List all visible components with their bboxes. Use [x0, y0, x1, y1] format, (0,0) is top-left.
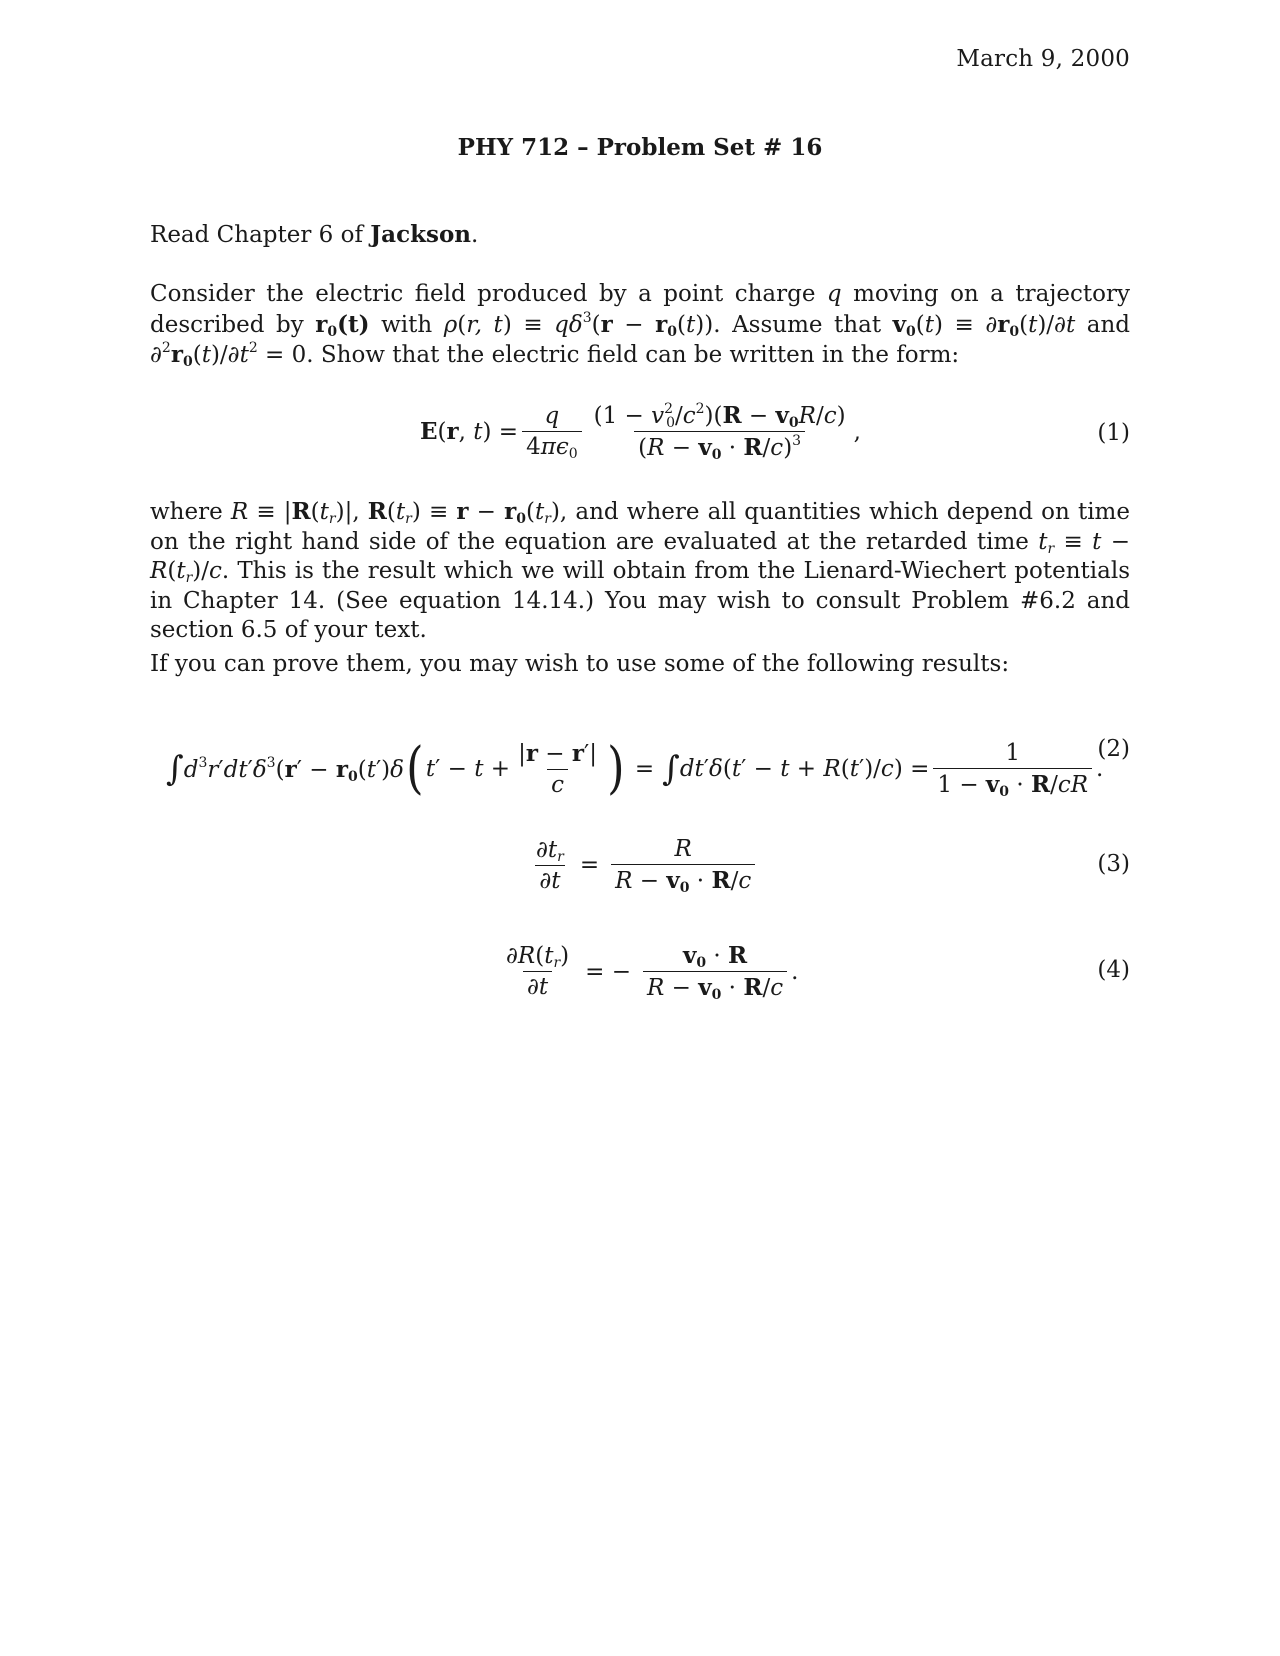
result-text: This is the result which we will obtain from the Lienard-Wiechert potentials in Chapter 14. (See equation 14.14.) You may wish to consult Problem #6.2 and section 6.5 of your text.: [150, 558, 1130, 644]
equation-3-lhs: $\frac{\partial t_r}{\partial t}$: [536, 836, 564, 894]
equation-1-label: (1): [1097, 420, 1130, 446]
equation-1: E(r, t) = $\frac{q}{4\pi\epsilon_0}$ $\frac{(1 - v^2_0/c^2)(R - v_0R/c)}{(R - v_0 \cdot R/c)^3}$ ,: [420, 401, 861, 463]
problem-assume: Assume that: [732, 311, 882, 338]
equation-4: $\frac{\partial R(t_r)}{\partial t}$ = − $\frac{v_0 \cdot R}{R - v_0 \cdot R/c}$ .: [498, 942, 798, 1001]
where-word: where: [150, 499, 223, 525]
equation-2-label: (2): [1097, 736, 1130, 762]
equation-1-main-fraction: $\frac{(1 - v^2_0/c^2)(R - v_0R/c)}{(R - v_0 \cdot R/c)^3}$: [593, 401, 846, 463]
equation-3-label: (3): [1097, 851, 1130, 877]
reading-suffix: .: [471, 222, 479, 248]
problem-statement: Consider the electric field produced by a point charge q moving on a trajectory described by $r_0(t)$ with ρ(r, $t) \equiv q\delta^3(r - r_0(t))$. Assume that $v_0(t) \equiv \partial r_0(t)/\partial t$ and $\partial^2r_0(t)/\partial t^2 = 0$. Show that the electric field can be written in the form:: [150, 281, 1130, 371]
document-date: March 9, 2000: [956, 46, 1130, 72]
reading-book: Jackson: [370, 221, 472, 248]
equation-3: $\frac{\partial t_r}{\partial t}$ = $\frac{R}{R - v_0 \cdot R/c}$: [528, 836, 759, 894]
reading-prefix: Read Chapter 6 of: [150, 222, 371, 248]
problem-show: Show that the electric field can be written in the form:: [320, 342, 960, 369]
equation-1-prefactor: $\frac{q}{4\pi\epsilon_0}$: [522, 403, 582, 460]
equation-2-inner-fraction: $\frac{|r - r'|}{c}$: [518, 740, 597, 798]
equation-2: ∫ $d^3r'dt'\delta^3(r' - r_0(t')\delta$ ( t′ − t + $\frac{|r - r'|}{c}$ ) = ∫ dt′δ(t′ − t + R(t′)/c) = $\frac{1}{1 - v_0 \cdot R/cR}$ .: [166, 736, 1104, 801]
equation-3-rhs: $\frac{R}{R - v_0 \cdot R/c}$: [611, 836, 755, 894]
problem-intro-2: moving on a trajectory described by: [150, 281, 1130, 338]
problem-and: and: [1086, 311, 1130, 338]
equation-2-result-fraction: $\frac{1}{1 - v_0 \cdot R/cR}$: [933, 740, 1092, 798]
problem-intro-1: Consider the electric field produced by a point charge: [150, 281, 816, 307]
hint-text: If you can prove them, you may wish to use some of the following results:: [150, 651, 1010, 677]
reading-assignment: [150, 220, 1130, 251]
page-title: PHY 712 – Problem Set # 16: [457, 134, 823, 161]
and-where-text: and where all quantities which depend on time on the right hand side of the equation are evaluated at the retarded time: [150, 499, 1130, 555]
equation-4-lhs: $\frac{\partial R(t_r)}{\partial t}$: [506, 943, 570, 1000]
problem-with: with: [381, 311, 433, 338]
retarded-time-explanation: where $R \equiv |R(t_r)|$, $R(t_r) \equiv r - r_0(t_r)$, and where all quantities which depend on time on the right hand side of the equation are evaluated at the retarded time $t_r \equiv t - R(t_r)/c$. This is the result which we will obtain from the Lienard-Wiechert potentials in Chapter 14. (See equation 14.14.) You may wish to consult Problem #6.2 and section 6.5 of your text.: [150, 498, 1130, 644]
equation-4-rhs: $\frac{v_0 \cdot R}{R - v_0 \cdot R/c}$: [643, 942, 787, 1001]
equation-4-label: (4): [1097, 957, 1130, 983]
